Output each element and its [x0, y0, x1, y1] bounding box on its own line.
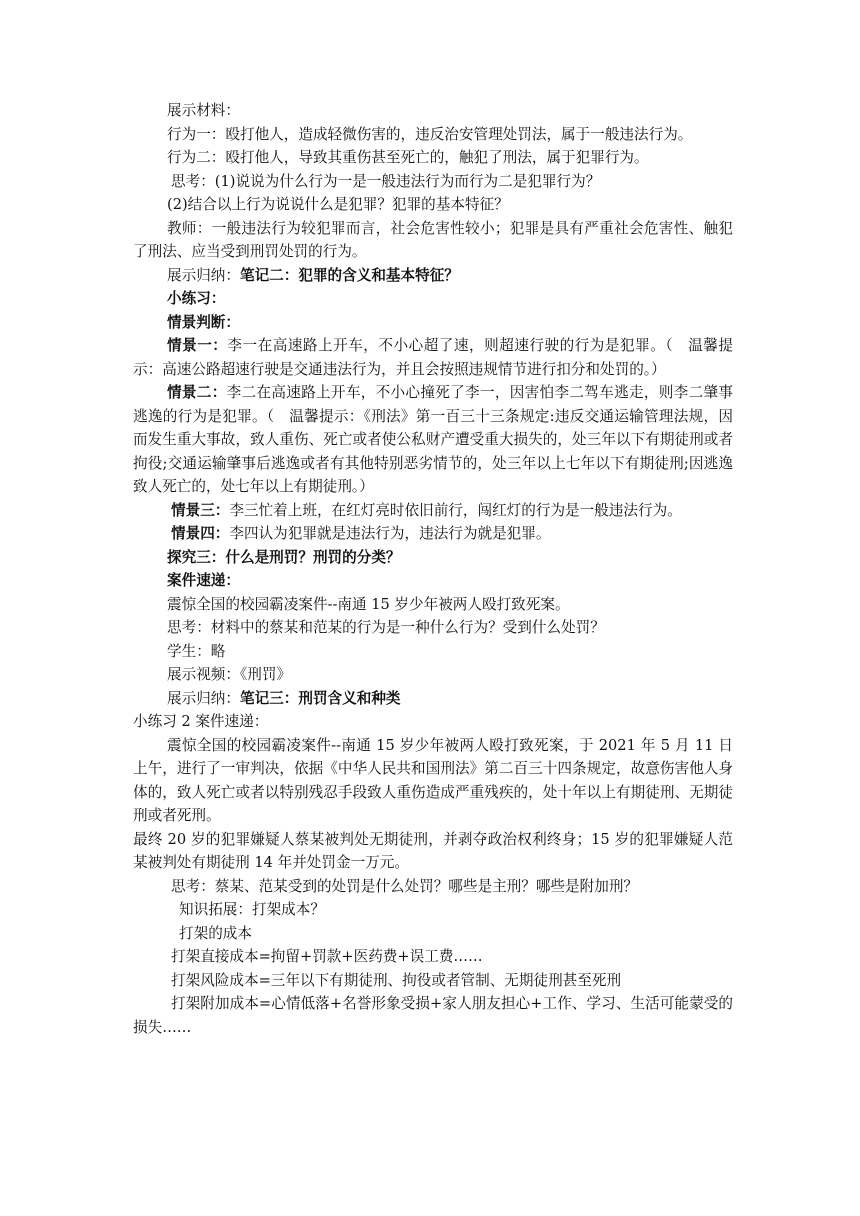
paragraph-think-penalty: 思考：蔡某、范某受到的处罚是什么处罚？哪些是主刑？哪些是附加刑？	[171, 877, 639, 895]
paragraph-scenario-three	[133, 499, 733, 523]
paragraph-teacher: 教师：一般违法行为较犯罪而言，社会危害性较小；犯罪是具有严重社会危害性、触犯了刑法、应当受到刑罚处罚的行为。	[133, 219, 733, 260]
paragraph-scenario-four	[133, 522, 733, 546]
heading-small-exercise: 小练习：	[167, 290, 226, 307]
paragraph-risk-cost: 打架风险成本=三年以下有期徒刑、拘役或者管制、无期徒刑甚至死刑	[171, 971, 622, 989]
paragraph-note-two	[133, 264, 733, 288]
scenario-three-label: 情景三：	[171, 501, 230, 519]
scenario-one-text: 李一在高速路上开车，不小心超了速，则超速行驶的行为是犯罪。（ 温馨提示：高速公路超速行驶是交通违法行为，并且会按照违规情节进行扣分和处罚的。）	[133, 337, 733, 378]
paragraph-show-material: 展示材料：	[167, 102, 240, 119]
paragraph-show-video: 展示视频：《刑罚》	[167, 666, 292, 683]
note-three-title: 笔记三：刑罚含义和种类	[239, 689, 401, 707]
paragraph-exercise-two: 小练习 2 案件速递：	[133, 713, 269, 730]
scenario-two-label: 情景二：	[167, 384, 227, 401]
scenario-four-label: 情景四：	[171, 525, 230, 542]
paragraph-note-three	[133, 687, 733, 711]
paragraph-behavior-one: 行为一：殴打他人，造成轻微伤害的，违反治安管理处罚法，属于一般违法行为。	[167, 125, 693, 143]
paragraph-behavior-two: 行为二：殴打他人，导致其重伤甚至死亡的，触犯了刑法，属于犯罪行为。	[167, 149, 649, 166]
scenario-one-label: 情景一：	[167, 337, 228, 354]
paragraph-knowledge-expand: 知识拓展：打架成本？	[179, 901, 325, 918]
scenario-four-text: 李四认为犯罪就是违法行为，违法行为就是犯罪。	[229, 525, 551, 542]
note-lead: 展示归纳：	[167, 689, 240, 707]
paragraph-think-case: 思考：材料中的蔡某和范某的行为是一种什么行为？受到什么处罚？	[167, 619, 605, 636]
paragraph-student: 学生：略	[167, 642, 226, 660]
paragraph-verdict: 最终 20 岁的犯罪嫌疑人蔡某被判处无期徒刑，并剥夺政治权利终身；15 岁的犯罪嫌疑人范某被判处有期徒刑 14 年并处罚金一万元。	[133, 830, 733, 871]
paragraph-additional-cost: 打架附加成本=心情低落+名誉形象受损+家人朋友担心+工作、学习、生活可能蒙受的损失……	[133, 995, 733, 1036]
paragraph-scenario-two	[133, 381, 733, 499]
note-two-title: 笔记二：犯罪的含义和基本特征？	[239, 266, 459, 284]
document-body	[133, 99, 733, 1039]
note-lead: 展示归纳：	[167, 266, 240, 284]
paragraph-direct-cost: 打架直接成本=拘留+罚款+医药费+误工费……	[171, 948, 483, 965]
scenario-three-text: 李三忙着上班，在红灯亮时依旧前行，闯红灯的行为是一般违法行为。	[229, 501, 682, 519]
heading-scenario-judgment: 情景判断：	[167, 313, 240, 331]
scenario-two-text: 李二在高速路上开车，不小心撞死了李一，因害怕李二驾车逃走，则李二肇事逃逸的行为是犯罪。（ 温馨提示：《刑法》第一百三十三条规定:违反交通运输管理法规，因而发生重大事故，致人重伤、死亡或者使公私财产遭受重大损失的，处三年以下有期徒刑或者拘役;交通运输肇事后逃逸或者有其他特别恶劣情节的，处三年以上七年以下有期徒刑;因逃逸致人死亡的，处七年以上有期徒刑。）	[133, 384, 733, 495]
heading-explore-three: 探究三：什么是刑罚？刑罚的分类？	[167, 548, 401, 566]
paragraph-scenario-one	[133, 334, 733, 381]
paragraph-think-1: 思考：(1)说说为什么行为一是一般违法行为而行为二是犯罪行为？	[171, 172, 601, 190]
heading-case-express: 案件速递：	[167, 572, 240, 589]
paragraph-fight-cost-title: 打架的成本	[179, 924, 252, 942]
paragraph-think-2: (2)结合以上行为说说什么是犯罪？犯罪的基本特征？	[167, 196, 509, 213]
paragraph-case-detail: 震惊全国的校园霸凌案件--南通 15 岁少年被两人殴打致死案，于 2021 年 5 月 11 日上午，进行了一审判决，依据《中华人民共和国刑法》第二百三十四条规定，故意伤害他人身体的，致人死亡或者以特别残忍手段致人重伤造成严重残疾的，处十年以上有期徒刑、无期徒刑或者死刑。	[133, 736, 733, 824]
paragraph-case-title: 震惊全国的校园霸凌案件--南通 15 岁少年被两人殴打致死案。	[167, 595, 570, 613]
